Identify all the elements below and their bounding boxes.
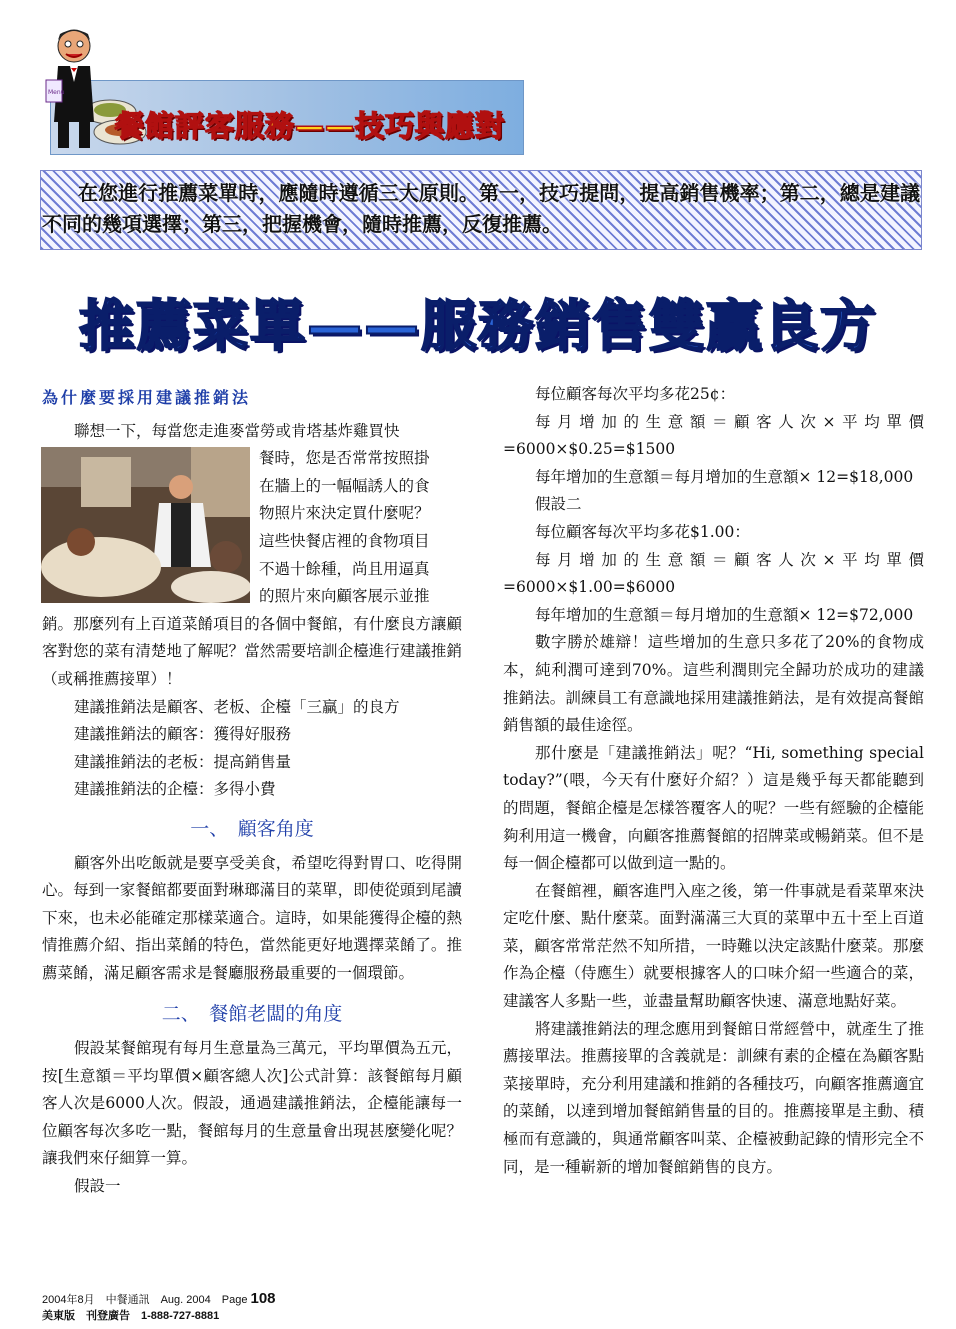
footer <box>42 1290 276 1323</box>
paragraph: 每月增加的生意額＝顧客人次×平均單價=6000×$1.00=$6000 <box>503 550 924 597</box>
paragraph: 銷。那麼列有上百道菜餚項目的各個中餐館，有什麼良方讓顧客對您的菜有清楚地了解呢？當然需要培訓企檯進行建議推銷（或稱推薦接單）！ <box>42 614 462 688</box>
paragraph: 每年增加的生意額＝每月增加的生意額× 12=$18,000 <box>535 467 914 486</box>
menu-card-label: Menu <box>48 89 65 96</box>
banner-title: 餐館評客服務——技巧與應對 <box>115 109 506 143</box>
section-heading: 為什麼要採用建議推銷法 <box>42 388 252 407</box>
wrap-line: 物照片來決定買什麼呢？ <box>259 504 430 523</box>
restaurant-photo <box>41 447 250 603</box>
wrap-line: 這些快餐店裡的食物項目 <box>259 531 430 550</box>
page-title: 推薦菜單——服務銷售雙贏良方 <box>78 294 877 358</box>
right-column <box>503 381 924 1181</box>
wrap-line: 在牆上的一幅幅誘人的食 <box>259 476 430 495</box>
paragraph: 每年增加的生意額＝每月增加的生意額× 12=$72,000 <box>535 605 914 624</box>
paragraph: 每位顧客每次平均多花$1.00： <box>535 522 750 541</box>
paragraph: 顧客外出吃飯就是要享受美食，希望吃得對胃口、吃得開心。每到一家餐館都要面對琳瑯滿目的菜單，即使從頭到尾讀下來，也未必能確定那樣菜適合。這時，如果能獲得企檯的熱情推薦介紹、指出菜餚的特色，當然能更好地選擇菜餚了。推薦菜餚，滿足顧客需求是餐廳服務最重要的一個環節。 <box>42 853 462 982</box>
paragraph: 數字勝於雄辯！這些增加的生意只多花了20%的食物成本，純利潤可達到70%。這些利潤則完全歸功於成功的建議推銷法。訓練員工有意識地採用建議推銷法，是有效提高餐館銷售額的最佳途徑。 <box>503 633 924 735</box>
paragraph: 假設一 <box>74 1177 121 1196</box>
footer-line-1 <box>42 1290 276 1307</box>
intro-text: 在您進行推薦菜單時，應隨時遵循三大原則。第一，技巧提問，提高銷售機率；第二，總是建議不同的幾項選擇；第三，把握機會，隨時推薦，反復推薦。 <box>42 181 920 236</box>
paragraph: 每月增加的生意額＝顧客人次×平均單價=6000×$0.25=$1500 <box>503 412 924 459</box>
paragraph: 假設某餐館現有每月生意量為三萬元，平均單價為五元，按[生意額＝平均單價×顧客總人次]公式計算：該餐館每月顧客人次是6000人次。假設，通過建議推銷法，企檯能讓每一位顧客每次多吃一點，餐館每月的生意量會出現甚麼變化呢？讓我們來仔細算一算。 <box>42 1039 462 1168</box>
paragraph: 那什麼是「建議推銷法」呢？“Hi, something special today?”(喂，今天有什麼好介紹？）這是幾乎每天都能聽到的問題，餐館企檯是怎樣答覆客人的呢？一些有經驗的企檯能夠利用這一機會，向顧客推薦餐館的招牌菜或暢銷菜。但不是每一個企檯都可以做到這一點的。 <box>503 743 924 873</box>
paragraph: 每位顧客每次平均多花25¢： <box>535 385 736 403</box>
wrap-line: 的照片來向顧客展示並推 <box>259 587 430 606</box>
section-heading-owner: 二、 餐館老闆的角度 <box>161 1003 343 1026</box>
paragraph: 建議推銷法的顧客：獲得好服務 <box>74 725 292 744</box>
paragraph: 假設二 <box>535 495 582 514</box>
page-number: 108 <box>250 1290 276 1307</box>
paragraph: 建議推銷法的老板：提高銷售量 <box>74 752 292 771</box>
wrap-line: 不過十餘種，尚且用逼真 <box>259 559 430 578</box>
paragraph: 建議推銷法是顧客、老板、企檯「三贏」的良方 <box>74 697 400 716</box>
wrap-line: 餐時，您是否常常按照掛 <box>259 449 430 468</box>
footer-line-2: 美東版 刊登廣告 1-888-727-8881 <box>42 1310 220 1322</box>
paragraph: 建議推銷法的企檯：多得小費 <box>74 780 276 799</box>
paragraph-intro-line: 聯想一下，每當您走進麥當勞或肯塔基炸雞買快 <box>74 421 400 440</box>
section-heading-customer: 一、 顧客角度 <box>190 817 314 840</box>
paragraph: 將建議推銷法的理念應用到餐館日常經營中，就產生了推薦接單法。推薦接單的含義就是：訓練有素的企檯在為顧客點菜接單時，充分利用建議和推銷的各種技巧，向顧客推薦適宜的菜餚，以達到增加餐館銷售量的目的。推薦接單是主動、積極而有意識的，與通常顧客叫菜、企檯被動記錄的情形完全不同，是一種嶄新的增加餐館銷售的良方。 <box>503 1019 924 1176</box>
footer-issue: 2004年8月 中餐通訊 Aug. 2004 Page <box>42 1294 248 1306</box>
paragraph: 在餐館裡，顧客進門入座之後，第一件事就是看菜單來決定吃什麼、點什麼菜。面對滿滿三大頁的菜單中五十至上百道菜，顧客常常茫然不知所措，一時難以決定該點什麼菜。那麼作為企檯（侍應生）就要根據客人的口味介紹一些適合的菜，建議客人多點一些，並盡量幫助顧客快速、滿意地點好菜。 <box>503 881 924 1011</box>
